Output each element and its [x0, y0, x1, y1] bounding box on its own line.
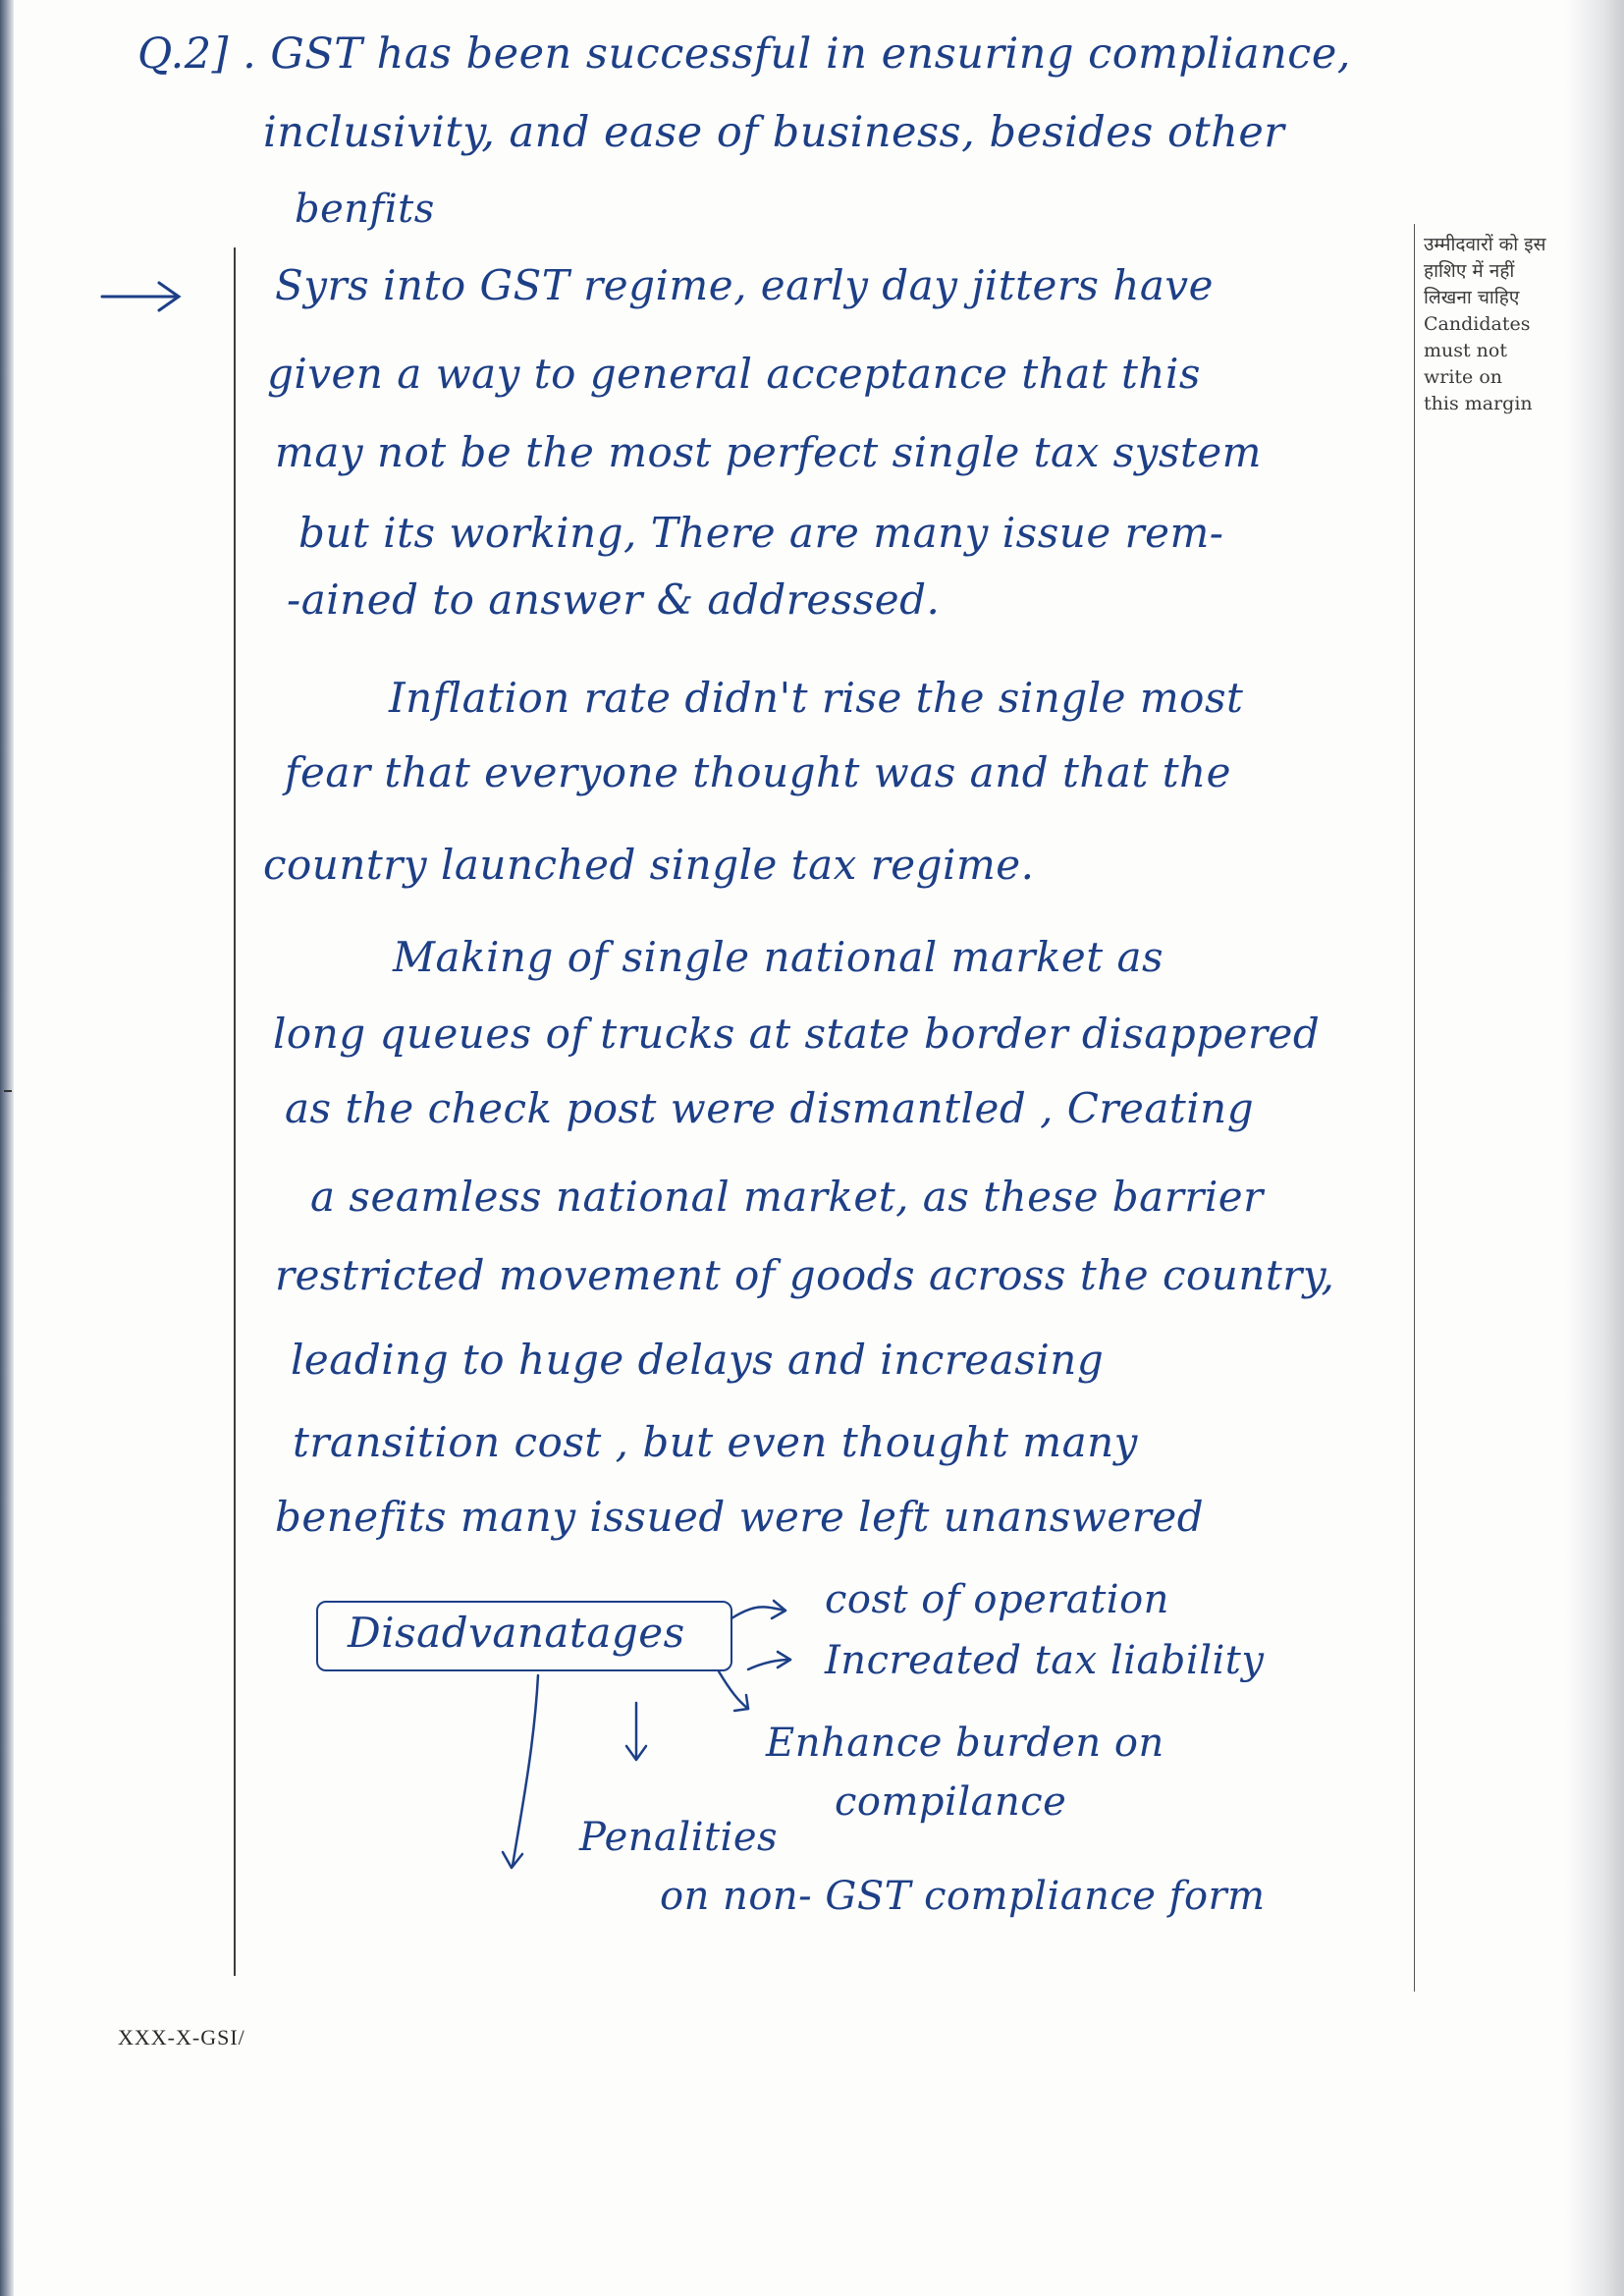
margin-note-line: must not: [1424, 340, 1507, 361]
answer-line: transition cost , but even thought many: [293, 1418, 1138, 1466]
answer-line: -ained to answer & addressed.: [287, 575, 941, 624]
answer-line: as the check post were dismantled , Creating: [285, 1084, 1255, 1132]
margin-note-line: Candidates: [1424, 313, 1531, 335]
answer-line: benefits many issued were left unanswered: [275, 1493, 1205, 1541]
question-line-3: benfits: [295, 187, 435, 232]
disadvantages-label: Disadvanatages: [348, 1609, 685, 1657]
answer-line: but its working, There are many issue rem-: [298, 509, 1224, 557]
answer-line: given a way to general acceptance that this: [267, 350, 1201, 398]
diagram-branch: Penalities: [579, 1815, 779, 1860]
margin-note-line: हाशिए में नहीं: [1424, 260, 1515, 282]
diagram-branch: Increated tax liability: [825, 1638, 1265, 1683]
diagram-branch: compilance: [835, 1779, 1067, 1825]
answer-line: a seamless national market, as these barrier: [310, 1173, 1264, 1221]
question-line-1: Q.2] . GST has been successful in ensuring compliance,: [137, 29, 1351, 79]
diagram-branch: cost of operation: [825, 1577, 1169, 1622]
answer-line: country launched single tax regime.: [263, 841, 1035, 889]
answer-line: Making of single national market as: [393, 933, 1164, 981]
diagram-branch: Enhance burden on: [766, 1721, 1164, 1766]
question-line-2: inclusivity, and ease of business, besides other: [263, 108, 1285, 157]
answer-line: restricted movement of goods across the country,: [275, 1251, 1335, 1299]
margin-note-line: write on: [1424, 366, 1503, 388]
margin-note-line: उम्मीदवारों को इस: [1424, 234, 1546, 255]
answer-line: fear that everyone thought was and that the: [285, 748, 1231, 796]
margin-note-line: this margin: [1424, 393, 1533, 414]
answer-line: Inflation rate didn't rise the single most: [389, 674, 1244, 722]
answer-line: Syrs into GST regime, early day jitters have: [275, 261, 1215, 309]
answer-line: leading to huge delays and increasing: [291, 1336, 1105, 1384]
diagram-branch: on non- GST compliance form: [660, 1874, 1266, 1919]
answer-line: long queues of trucks at state border disappered: [273, 1010, 1321, 1058]
sheet-code: XXX-X-GSI/: [118, 2025, 245, 2050]
margin-note-line: लिखना चाहिए: [1424, 287, 1520, 308]
answer-line: may not be the most perfect single tax system: [275, 428, 1263, 476]
